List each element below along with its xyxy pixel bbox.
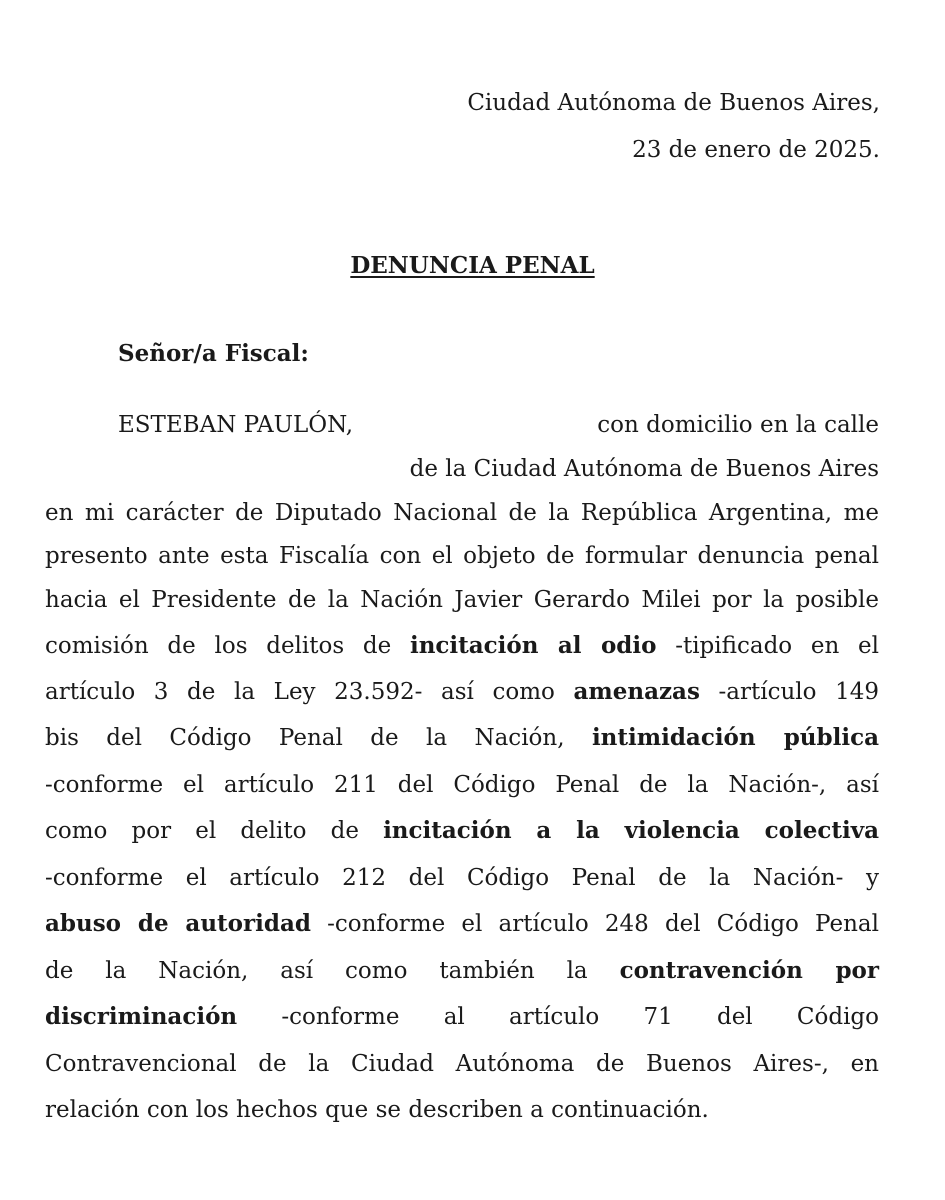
text-segment: comisión de los delitos de [45,633,410,659]
body-line: -conforme el artículo 212 del Código Penal de la Nación- y [45,865,879,891]
body-line: Contravencional de la Ciudad Autónoma de Buenos Aires-, en [45,1051,879,1077]
text-segment: artículo 3 de la Ley 23.592- así como [45,679,574,705]
body-line [45,631,879,661]
salutation: Señor/a Fiscal: [118,340,309,367]
body-line-last: relación con los hechos que se describen a continuación. [45,1097,709,1123]
text-segment: como por el delito de [45,818,384,844]
crime-incitement-hate: incitación al odio [409,632,657,659]
date-line: 23 de enero de 2025. [632,137,880,163]
crime-collective-violence: incitación a la violencia colectiva [383,817,879,844]
body-line: en mi carácter de Diputado Nacional de la República Argentina, me [45,500,879,526]
text-segment: bis del Código Penal de la Nación, [45,725,592,751]
text-segment: -artículo 149 [699,679,879,705]
contravention-discrimination: discriminación [45,1003,238,1030]
address-intro: con domicilio en la calle [597,412,879,438]
address-city: de la Ciudad Autónoma de Buenos Aires [409,456,879,482]
body-line: hacia el Presidente de la Nación Javier Gerardo Milei por la posible [45,587,879,613]
text-segment: -conforme el artículo 248 del Código Penal [310,911,879,937]
body-line: presento ante esta Fiscalía con el objeto de formular denuncia penal [45,543,879,569]
body-line [45,723,879,753]
body-line [45,956,879,986]
crime-abuse-authority: abuso de autoridad [45,910,311,937]
crime-public-intimidation: intimidación pública [591,724,879,751]
body-line [45,909,879,939]
body-line: -conforme el artículo 211 del Código Penal de la Nación-, así [45,772,879,798]
body-line [45,1002,879,1032]
body-line [45,677,879,707]
text-segment: de la Nación, así como también la [45,958,620,984]
crime-threats: amenazas [573,678,700,705]
text-segment: -conforme al artículo 71 del Código [237,1004,879,1030]
body-line [45,816,879,846]
place-line: Ciudad Autónoma de Buenos Aires, [467,90,880,116]
complainant-name: ESTEBAN PAULÓN, [118,412,354,438]
contravention-label: contravención por [619,957,879,984]
document-title: DENUNCIA PENAL [350,252,595,279]
text-segment: -tipificado en el [656,633,879,659]
